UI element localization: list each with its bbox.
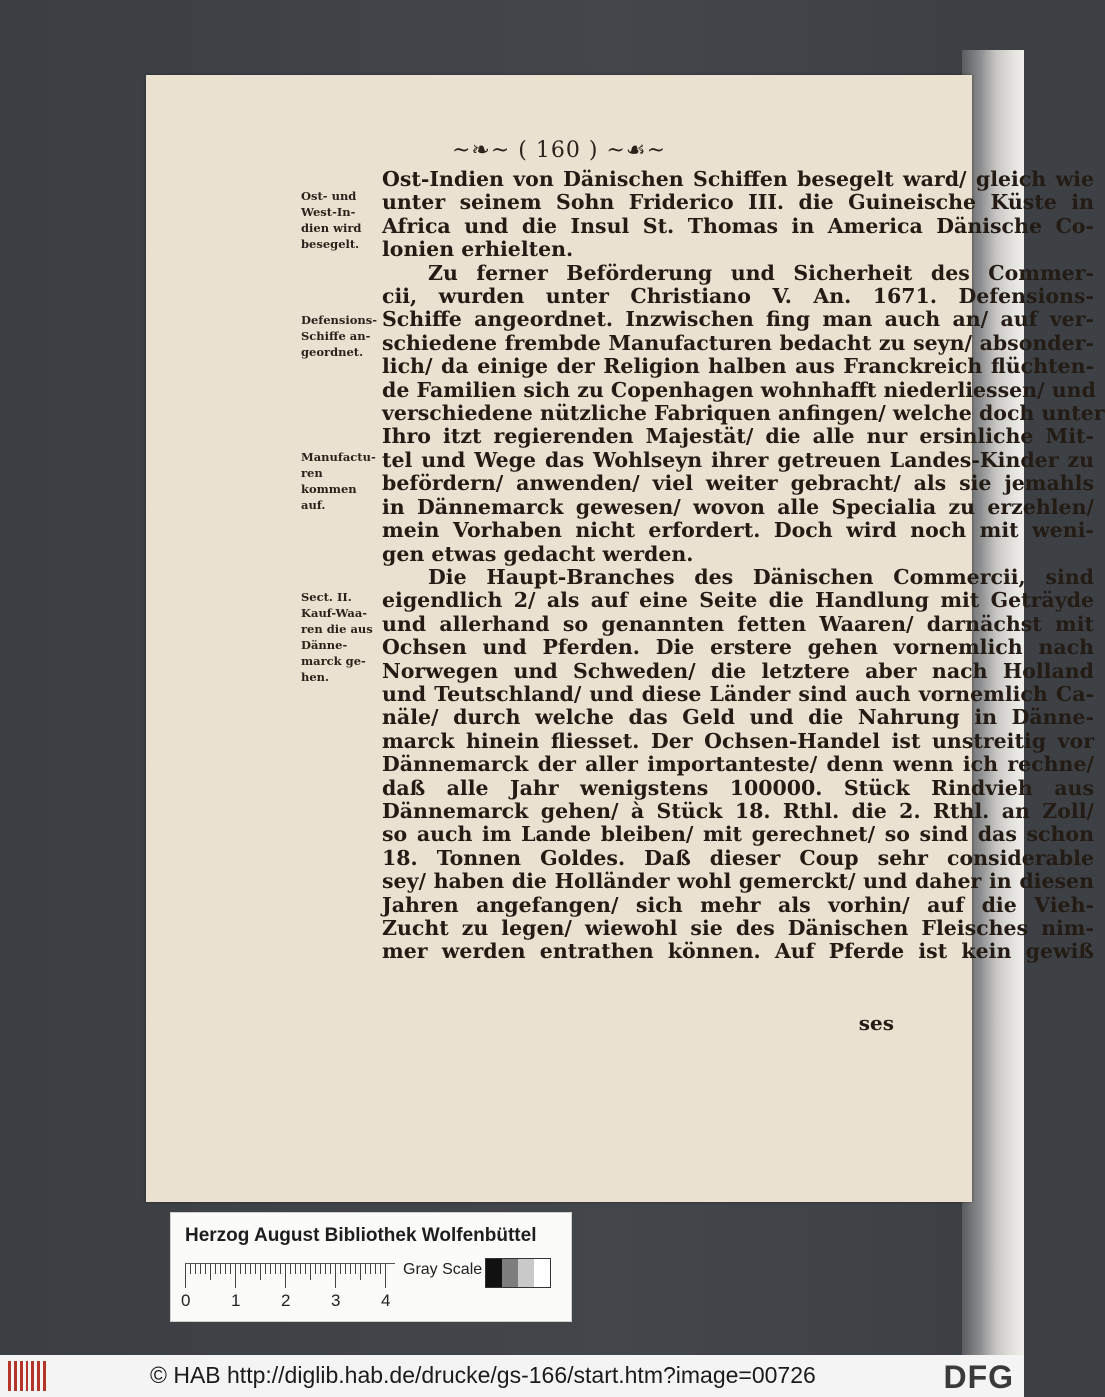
text-line: verschiedene nützliche Fabriquen anfingen/ welche doch unter [382, 401, 1105, 426]
text-line: Ihro itzt regierenden Majestät/ die alle nur ersinliche Mit- [382, 424, 1094, 449]
ruler-tick [235, 1264, 236, 1288]
text-line: unter seinem Sohn Friderico III. die Guineische Küste in [382, 190, 1094, 215]
ruler-tick [265, 1264, 266, 1274]
gray-scale-swatches [485, 1258, 551, 1288]
ruler-tick [315, 1264, 316, 1274]
text-line: Dännemarck gehen/ à Stück 18. Rthl. die 2. Rthl. an Zoll/ [382, 798, 1094, 823]
text-line: mein Vorhaben nicht erfordert. Doch wird noch mit weni- [382, 518, 1094, 543]
ruler-tick [360, 1264, 361, 1280]
ruler-tick [195, 1264, 196, 1274]
text-line: und Teutschland/ und diese Länder sind auch vornemlich Ca- [382, 681, 1094, 706]
ruler-tick [230, 1264, 231, 1274]
text-line: marck hinein fliesset. Der Ochsen-Handel ist unstreitig vor [382, 728, 1094, 753]
page-number-ornament-left: ~❧~ [451, 138, 519, 163]
dfg-logo: DFG [943, 1359, 1014, 1395]
ruler-number: 2 [281, 1291, 291, 1310]
ruler-tick [305, 1264, 306, 1274]
ruler-tick [350, 1264, 351, 1274]
ruler-number: 3 [331, 1291, 341, 1310]
copyright-url: © HAB http://diglib.hab.de/drucke/gs-166/start.htm?image=00726 [150, 1362, 816, 1388]
book-page [146, 75, 1105, 1202]
ruler-tick [380, 1264, 381, 1274]
page-number-ornament-right: ~☙~ [598, 138, 667, 163]
text-line: lich/ da einige der Religion halben aus Franckreich flüchten- [382, 354, 1094, 379]
ruler-tick [205, 1264, 206, 1274]
page-number [146, 138, 972, 163]
text-line: Ochsen und Pferden. Die erstere gehen vornemlich nach [382, 635, 1094, 660]
ruler-tick [310, 1264, 311, 1280]
ruler-number: 1 [231, 1291, 241, 1310]
ruler-tick [325, 1264, 326, 1274]
ruler-tick [280, 1264, 281, 1274]
text-line: Zucht zu legen/ wiewohl sie des Dänischen Fleisches nim- [382, 916, 1094, 940]
gray-swatch [534, 1259, 550, 1287]
ruler-tick [240, 1264, 241, 1274]
ruler-tick [355, 1264, 356, 1274]
ruler-tick [345, 1264, 346, 1274]
footer-bar [0, 1355, 1024, 1397]
text-line: schiedene frembde Manufacturen bedacht zu seyn/ absonder- [382, 330, 1094, 355]
ruler-numbers [181, 1291, 411, 1311]
ruler-tick [215, 1264, 216, 1274]
text-line: Zu ferner Beförderung und Sicherheit des Commer- [428, 260, 1094, 285]
text-line: Norwegen und Schweden/ die letztere aber nach Holland [382, 658, 1094, 683]
text-line: daß alle Jahr wenigstens 100000. Stück Rindvieh aus [382, 775, 1094, 800]
text-line: cii, wurden unter Christiano V. An. 1671. Defensions- [382, 284, 1094, 309]
ruler-tick [340, 1264, 341, 1274]
text-line: Die Haupt-Branches des Dänischen Commercii, sind [428, 564, 1094, 589]
text-line: sey/ haben die Holländer wohl gemerckt/ und daher in diesen [382, 869, 1094, 894]
ruler-tick [190, 1264, 191, 1274]
text-line: gen etwas gedacht werden. [382, 541, 694, 566]
ruler-tick [220, 1264, 221, 1274]
ruler-number: 4 [381, 1291, 391, 1310]
margin-note-sect-ii-kauf-waaren: Sect. II. Kauf-Waa- ren die aus Dänne- marck ge- hen. [301, 590, 373, 684]
ruler-tick [300, 1264, 301, 1274]
text-line: Africa und die Insul St. Thomas in America Dänische Co- [382, 213, 1094, 238]
text-line: in Dännemarck gewesen/ wovon alle Specialia zu erzehlen/ [382, 494, 1094, 519]
text-line: und allerhand so genannten fetten Waaren/ darnächst mit [382, 611, 1094, 636]
text-line: Schiffe angeordnet. Inzwischen fing man auch an/ auf ver- [382, 307, 1094, 332]
gray-swatch [486, 1259, 502, 1287]
text-line: so auch im Lande bleiben/ mit gerechnet/ so sind das schon [382, 822, 1094, 847]
margin-note-manufacturen: Manufactu- ren kommen auf. [301, 450, 376, 512]
ruler-tick [370, 1264, 371, 1274]
ruler [185, 1263, 395, 1290]
ruler-tick [185, 1264, 186, 1288]
ruler-tick [260, 1264, 261, 1280]
ruler-tick [285, 1264, 286, 1288]
ruler-tick [275, 1264, 276, 1274]
ruler-tick [335, 1264, 336, 1288]
text-line: tel und Wege das Wohlseyn ihrer getreuen Landes-Kinder zu [382, 447, 1094, 472]
ruler-tick [250, 1264, 251, 1274]
text-line: Jahren angefangen/ sich mehr als vorhin/ auf die Vieh- [382, 892, 1094, 917]
catchword: ses [858, 1011, 894, 1035]
text-line: befördern/ anwenden/ viel weiter gebracht/ als sie jemahls [382, 471, 1094, 496]
gray-swatch [518, 1259, 534, 1287]
ruler-tick [270, 1264, 271, 1274]
text-line: 18. Tonnen Goldes. Daß dieser Coup sehr considerable [382, 845, 1094, 870]
text-line: Dännemarck der aller importanteste/ denn wenn ich rechne/ [382, 752, 1094, 777]
text-line: eigendlich 2/ als auf eine Seite die Handlung mit Geträyde [382, 588, 1094, 613]
ruler-tick [245, 1264, 246, 1274]
ruler-tick [330, 1264, 331, 1274]
gray-scale-label: Gray Scale [403, 1261, 483, 1278]
gray-swatch [502, 1259, 518, 1287]
body-text [382, 167, 1105, 964]
ruler-tick [255, 1264, 256, 1274]
margin-note-ost-west-indien: Ost- und West-In- dien wird besegelt. [301, 189, 362, 251]
text-line: de Familien sich zu Copenhagen wohnhafft niederliessen/ und [382, 377, 1096, 402]
ruler-tick [295, 1264, 296, 1274]
ruler-tick [200, 1264, 201, 1274]
page-number-value: ( 160 ) [518, 138, 599, 163]
text-line: Ost-Indien von Dänischen Schiffen besegelt ward/ gleich wie [382, 167, 1094, 191]
color-reference-card [170, 1212, 572, 1322]
margin-note-defensions-schiffe: Defensions- Schiffe an- geordnet. [301, 313, 378, 359]
ruler-tick [210, 1264, 211, 1280]
text-line: näle/ durch welche das Geld und die Nahrung in Dänne- [382, 705, 1094, 730]
text-line: mer werden entrathen können. Auf Pferde ist kein gewiß [382, 939, 1094, 964]
ruler-tick [375, 1264, 376, 1274]
hab-logo-icon [8, 1361, 46, 1391]
ruler-number: 0 [181, 1291, 191, 1310]
ruler-tick [225, 1264, 226, 1274]
text-line: lonien erhielten. [382, 237, 574, 262]
library-name: Herzog August Bibliothek Wolfenbüttel [185, 1225, 537, 1246]
ruler-tick [320, 1264, 321, 1274]
ruler-tick [385, 1264, 386, 1288]
ruler-tick [365, 1264, 366, 1274]
ruler-tick [290, 1264, 291, 1274]
